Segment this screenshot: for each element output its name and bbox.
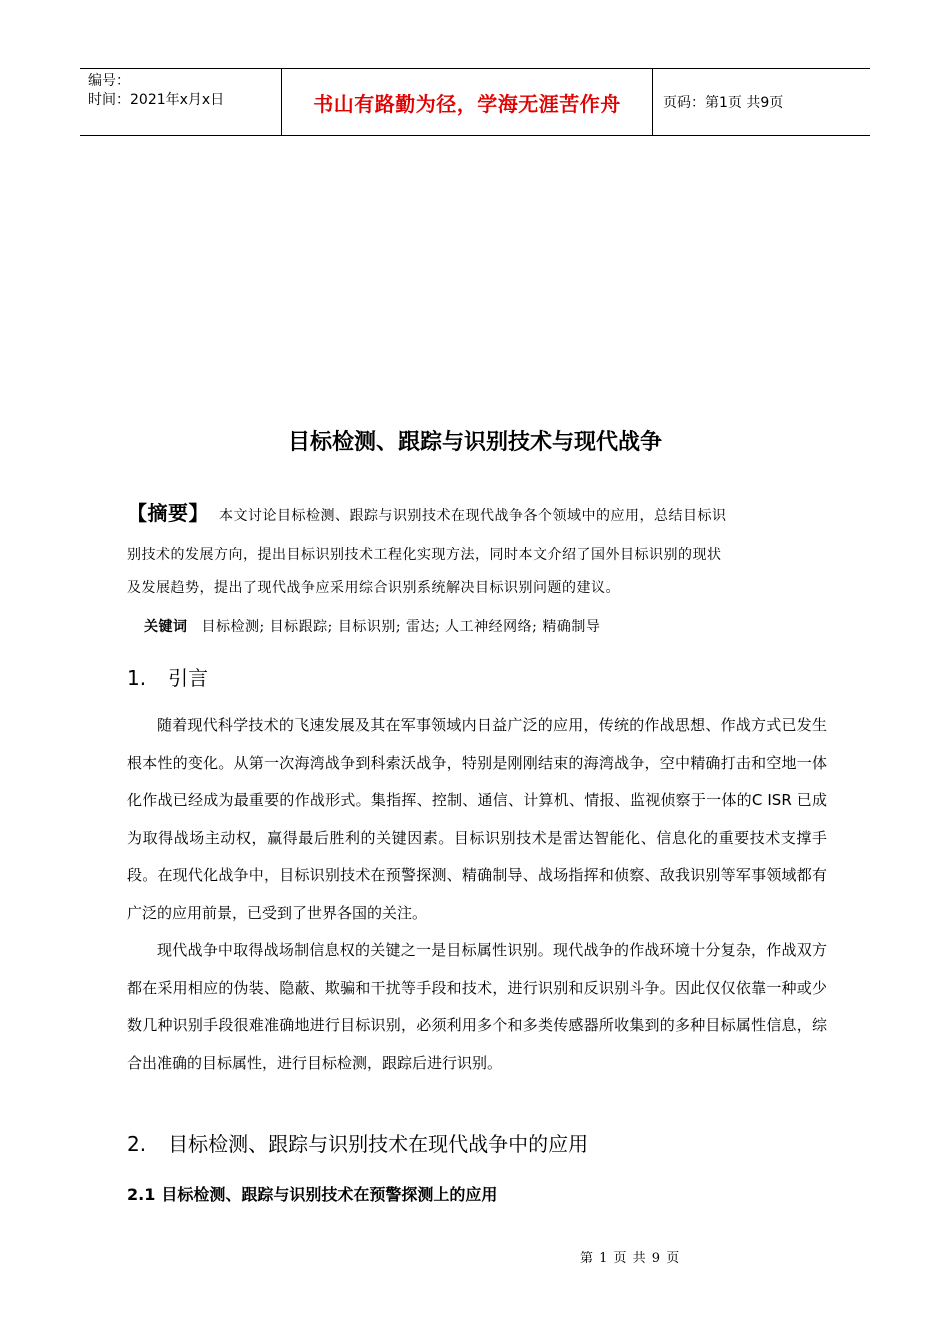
section-2-1-heading: [127, 1182, 497, 1205]
abstract-tag: 【摘要】: [127, 501, 209, 525]
header-page-info: 页码：第1页 共9页: [663, 95, 784, 111]
paragraph-2: 现代战争中取得战场制信息权的关键之一是目标属性识别。现代战争的作战环境十分复杂，作战双方都在采用相应的伪装、隐蔽、欺骗和干扰等手段和技术，进行识别和反识别斗争。因此仅仅依靠一种或少数几种识别手段很难准确地进行目标识别，必须利用多个和多类传感器所收集到的多种目标属性信息，综合出准确的目标属性，进行目标检测，跟踪后进行识别。: [127, 941, 827, 1072]
abstract-line-2: 别技术的发展方向，提出目标识别技术工程化实现方法，同时本文介绍了国外目标识别的现状: [127, 547, 722, 563]
keywords-label: 关键词: [144, 619, 188, 635]
abstract-line-1: 本文讨论目标检测、跟踪与识别技术在现代战争各个领域中的应用，总结目标识: [219, 508, 727, 524]
keywords: [144, 616, 600, 636]
header-table: [80, 68, 870, 136]
section-1-number: 1.: [127, 666, 147, 690]
header-meta: [80, 69, 282, 135]
keywords-list: 目标检测; 目标跟踪; 目标识别; 雷达; 人工神经网络; 精确制导: [201, 619, 601, 635]
section-2-number: 2.: [127, 1132, 147, 1156]
section-2-title: 目标检测、跟踪与识别技术在现代战争中的应用: [168, 1132, 589, 1156]
abstract-line-3: 及发展趋势，提出了现代战争应采用综合识别系统解决目标识别问题的建议。: [127, 580, 620, 596]
section-2-1-number: 2.1: [127, 1185, 156, 1204]
page-footer: 第 1 页 共 9 页: [580, 1251, 681, 1266]
section-2-heading: [127, 1128, 588, 1157]
section-1-title: 引言: [168, 666, 209, 690]
abstract: [127, 494, 827, 601]
section-1-heading: [127, 662, 208, 691]
time-label: 时间：2021年x月x日: [88, 92, 225, 108]
section-1-body: [127, 707, 827, 1082]
number-label: 编号：: [88, 73, 130, 89]
paragraph-1: 随着现代科学技术的飞速发展及其在军事领域内日益广泛的应用，传统的作战思想、作战方式已发生根本性的变化。从第一次海湾战争到科索沃战争，特别是刚刚结束的海湾战争，空中精确打击和空地一体化作战已经成为最重要的作战形式。集指挥、控制、通信、计算机、情报、监视侦察于一体的C ISR 已成为取得战场主动权，赢得最后胜利的关键因素。目标识别技术是雷达智能化、信息化的重要技术支撑手段。在现代化战争中，目标识别技术在预警探测、精确制导、战场指挥和侦察、敌我识别等军事领域都有广泛的应用前景，已受到了世界各国的关注。: [127, 716, 827, 922]
section-2-1-title: 目标检测、跟踪与识别技术在预警探测上的应用: [161, 1185, 498, 1204]
document-title: 目标检测、跟踪与识别技术与现代战争: [287, 430, 662, 455]
header-motto: 书山有路勤为径，学海无涯苦作舟: [282, 69, 653, 135]
